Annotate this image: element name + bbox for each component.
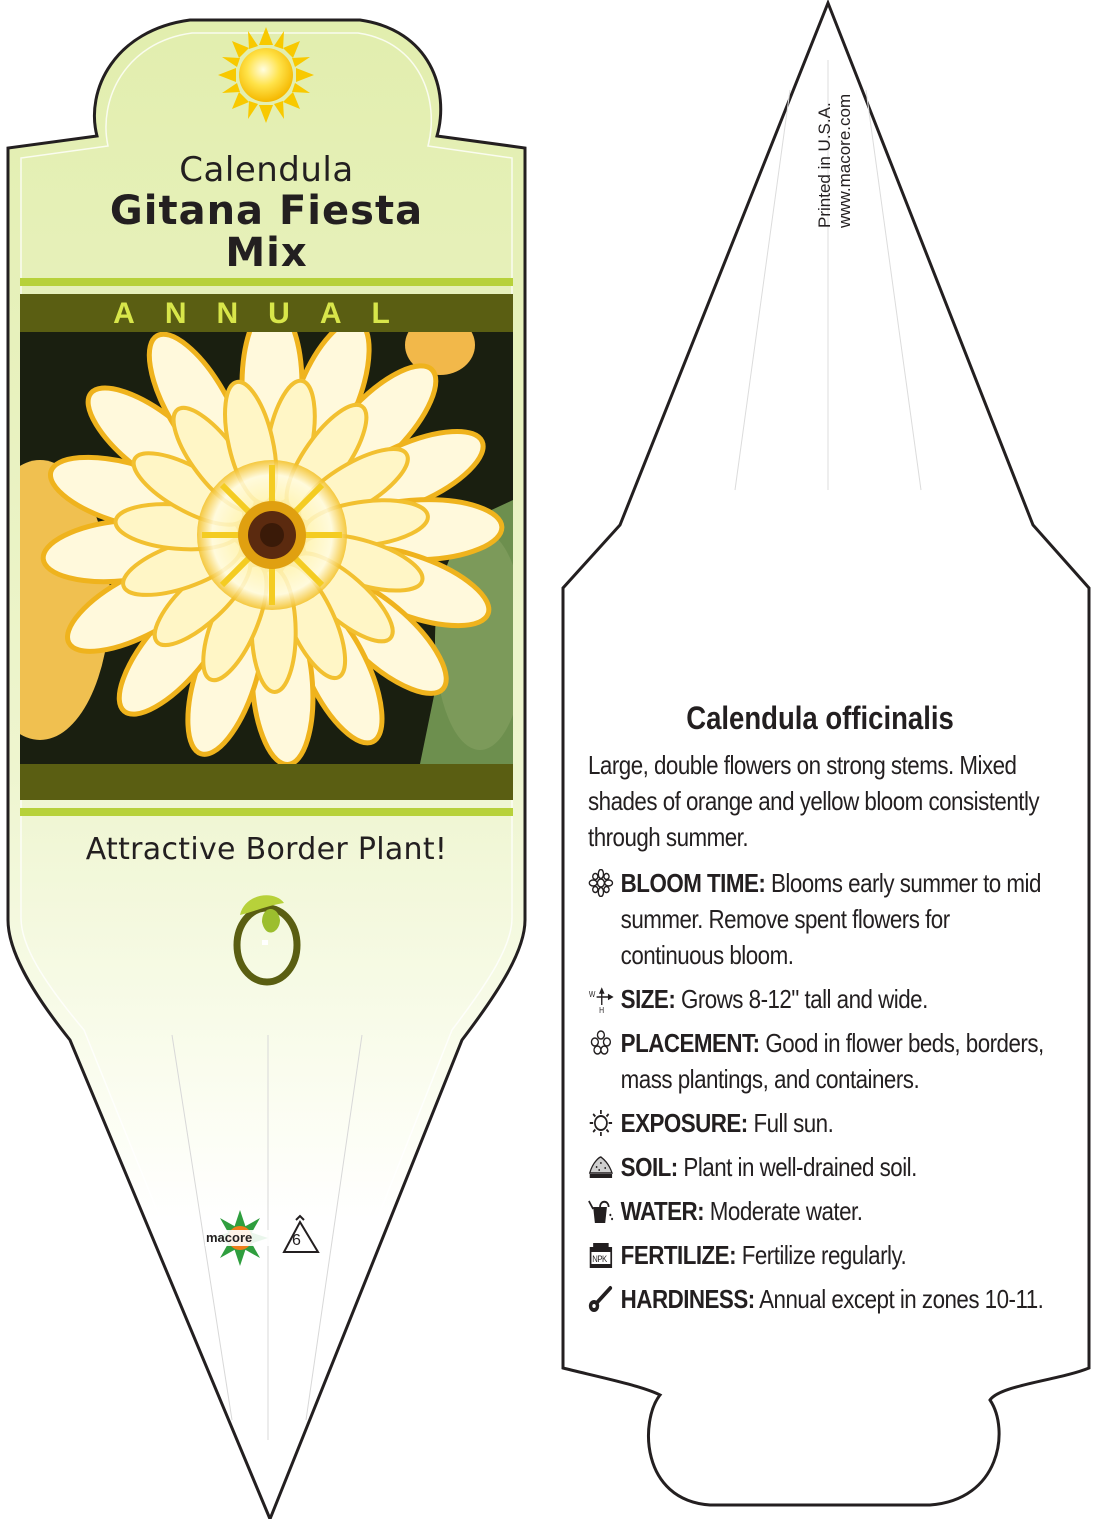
care-text: Moderate water. <box>704 1196 863 1226</box>
variety-line-1: Gitana Fiesta <box>109 188 424 234</box>
care-text: Annual except in zones 10-11. <box>754 1284 1044 1314</box>
thermometer-icon <box>588 1285 614 1313</box>
genus-name: Calendula <box>179 150 354 190</box>
tagline: Attractive Border Plant! <box>85 832 448 867</box>
care-exposure <box>588 1105 1052 1141</box>
website: www.macore.com <box>835 93 854 228</box>
npk-glyph: NPK <box>592 1253 607 1265</box>
brand-name: macore <box>206 1230 253 1245</box>
care-water <box>588 1193 1052 1229</box>
care-size <box>588 981 1052 1017</box>
care-text: Fertilize regularly. <box>736 1240 907 1270</box>
watering-can-icon <box>588 1197 614 1225</box>
flower-icon <box>588 869 614 897</box>
variety-line-2: Mix <box>225 230 308 276</box>
soil-icon <box>588 1153 614 1181</box>
care-label: FERTILIZE: <box>620 1240 737 1270</box>
care-text: Good in flower beds, borders, mass plantings, and containers. <box>620 1028 1044 1094</box>
care-list <box>588 865 1058 1317</box>
botanical-name: Calendula officinalis <box>686 700 954 736</box>
print-info <box>815 94 855 228</box>
care-fertilize <box>588 1237 1052 1273</box>
variety-name <box>20 190 513 274</box>
flower-photo <box>0 305 525 767</box>
care-text: Grows 8-12" tall and wide. <box>675 984 928 1014</box>
care-label: PLACEMENT: <box>620 1028 760 1058</box>
care-label: BLOOM TIME: <box>620 868 766 898</box>
category-label: ANNUAL <box>113 297 420 330</box>
sun-icon <box>218 27 314 123</box>
care-text: Plant in well-drained soil. <box>677 1152 917 1182</box>
recycle-code: 6 <box>292 1232 301 1249</box>
care-text: Blooms early summer to mid summer. Remove spent flowers for continuous bloom. <box>620 868 1041 970</box>
care-label: HARDINESS: <box>620 1284 755 1314</box>
care-label: SOIL: <box>620 1152 678 1182</box>
npk-icon <box>588 1241 614 1269</box>
care-label: WATER: <box>620 1196 705 1226</box>
placement-icon <box>588 1029 614 1057</box>
care-label: SIZE: <box>620 984 676 1014</box>
care-hardiness <box>588 1281 1052 1317</box>
care-label: EXPOSURE: <box>620 1108 748 1138</box>
printed-in: Printed in U.S.A. <box>815 102 834 228</box>
svg-text:H: H <box>599 1005 604 1013</box>
size-icon <box>588 985 614 1013</box>
care-soil <box>588 1149 1052 1185</box>
sun-outline-icon <box>588 1109 614 1137</box>
back-content <box>588 700 1058 1317</box>
svg-text:W: W <box>588 989 595 1000</box>
care-text: Full sun. <box>747 1108 834 1138</box>
care-placement <box>588 1025 1052 1097</box>
description: Large, double flowers on strong stems. Mixed shades of orange and yellow bloom consistently through summer. <box>588 750 1040 852</box>
care-bloom-time <box>588 865 1052 973</box>
